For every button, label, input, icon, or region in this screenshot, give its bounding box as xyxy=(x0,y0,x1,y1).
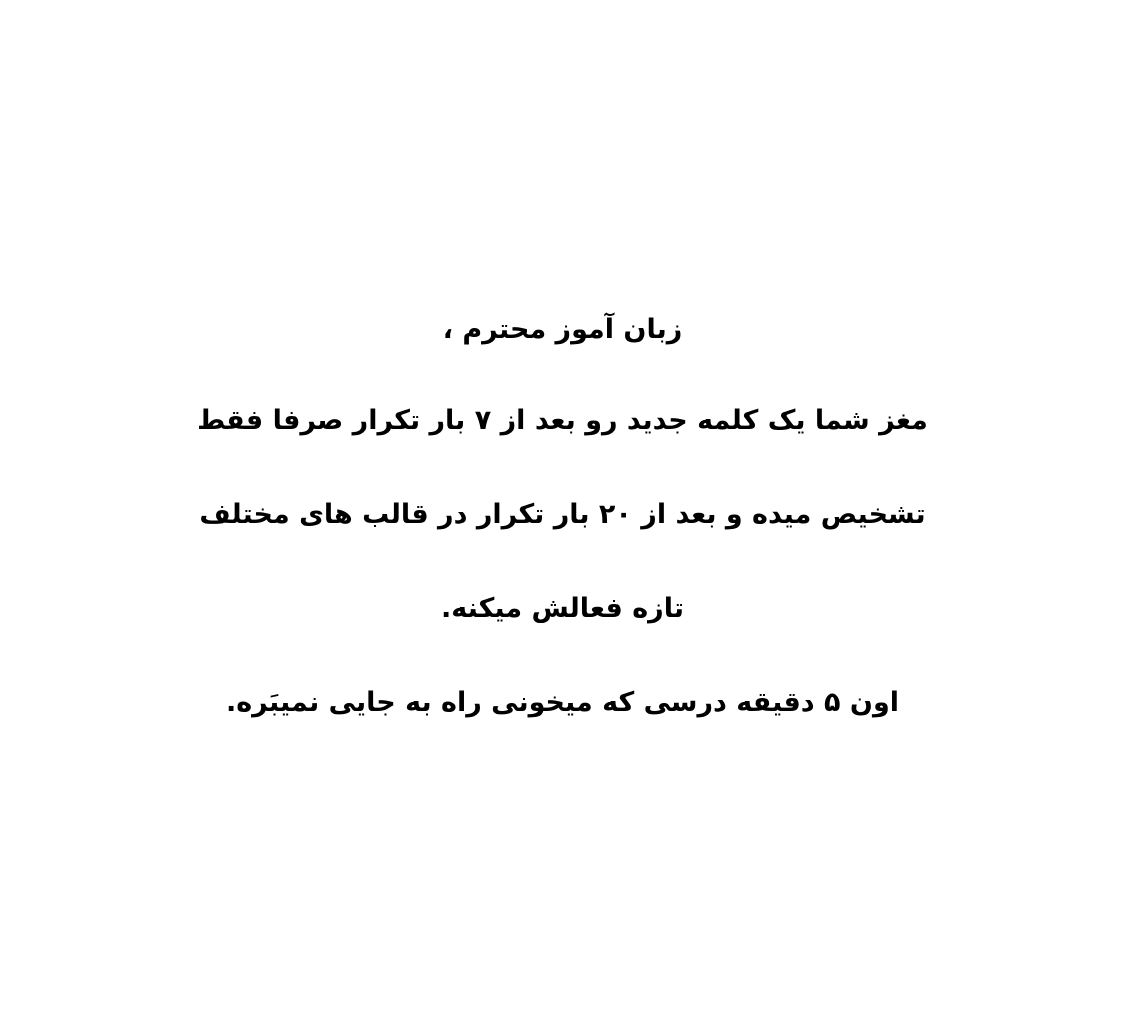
message-line-2: تشخیص میده و بعد از ۲۰ بار تکرار در قالب های مختلف xyxy=(199,499,926,530)
message-line-4: اون ۵ دقیقه درسی که میخونی راه به جایی نمیبَره. xyxy=(225,687,900,718)
message-line-1: مغز شما یک کلمه جدید رو بعد از ۷ بار تکرار صرفا فقط xyxy=(197,405,928,436)
message-line-3: تازه فعالش میکنه. xyxy=(440,593,684,624)
greeting-text: زبان آموز محترم ، xyxy=(442,314,683,345)
